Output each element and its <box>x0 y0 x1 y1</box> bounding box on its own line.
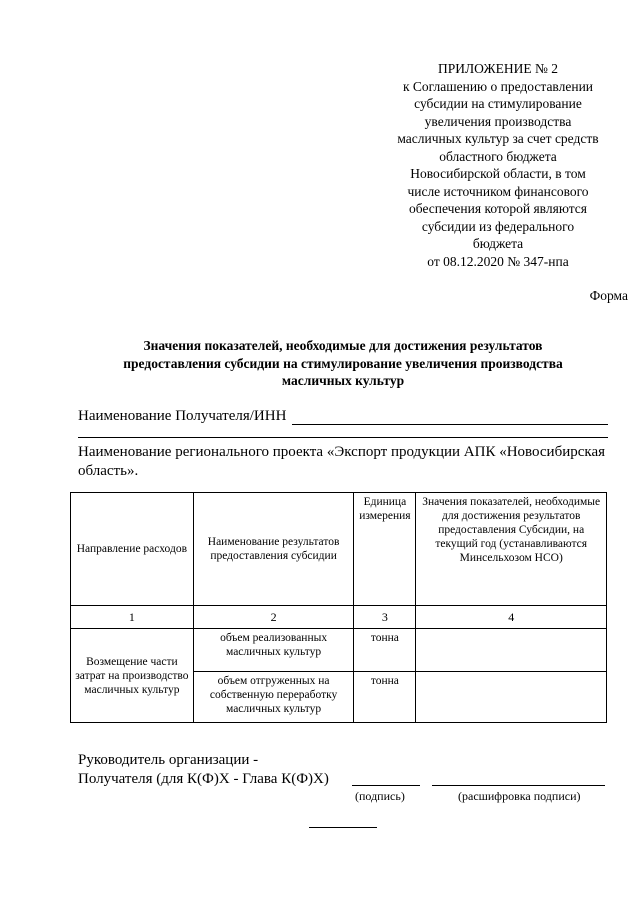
recipient-fill-line[interactable] <box>292 410 608 425</box>
appendix-line: к Соглашению о предоставлении <box>402 78 594 94</box>
appendix-line: ПРИЛОЖЕНИЕ № 2 <box>437 61 559 76</box>
appendix-line: областного бюджета <box>439 148 557 164</box>
appendix-line: субсидии на стимулирование <box>414 96 582 111</box>
signature-decoding-caption: (расшифровка подписи) <box>458 789 581 803</box>
table-header-row <box>71 493 607 606</box>
result-cell: объем отгруженных на собственную переработку масличных культур <box>193 672 354 723</box>
title-line: Значения показателей, необходимые для достижения результатов <box>143 338 543 353</box>
appendix-line: числе источником финансового <box>407 183 589 199</box>
date-line[interactable] <box>309 827 377 828</box>
appendix-line: бюджета <box>472 236 524 251</box>
header-result-name: Наименование результатов предоставления субсидии <box>193 493 354 606</box>
indicators-table <box>70 492 607 723</box>
recipient-row <box>78 408 608 425</box>
signature-caption: (подпись) <box>355 789 405 803</box>
signature-decoding-line[interactable] <box>432 785 605 786</box>
appendix-line: масличных культур за счет средств <box>397 131 599 146</box>
unit-cell: тонна <box>354 672 416 723</box>
header-unit: Единица измерения <box>354 493 416 606</box>
table-number-row <box>71 606 607 629</box>
appendix-line: увеличения производства <box>424 113 572 129</box>
signature-line[interactable] <box>352 785 420 786</box>
recipient-continuation-line[interactable] <box>78 437 608 438</box>
title-line: предоставления субсидии на стимулирование увеличения производства <box>123 355 563 371</box>
appendix-line: Новосибирской области, в том <box>410 166 586 181</box>
header-direction: Направление расходов <box>71 493 194 606</box>
signature-label <box>78 751 329 789</box>
title-line: масличных культур <box>281 373 405 388</box>
form-label: Форма <box>589 288 628 303</box>
appendix-line: обеспечения которой являются <box>409 201 587 216</box>
column-number: 3 <box>354 606 416 629</box>
header-indicator-values: Значения показателей, необходимые для достижения результатов предоставления Субсидии, на текущий год (устанавливаются Минсельхозом НСО) <box>416 493 607 606</box>
signature-label-line: Руководитель организации - <box>78 752 259 768</box>
column-number: 4 <box>416 606 607 629</box>
regional-project-text: Наименование регионального проекта «Экспорт продукции АПК «Новосибирская область». <box>78 444 606 479</box>
table-row <box>71 629 607 672</box>
document-title <box>78 337 608 390</box>
result-cell: объем реализованных масличных культур <box>193 629 354 672</box>
signature-label-line: Получателя (для К(Ф)Х - Глава К(Ф)Х) <box>78 771 329 787</box>
unit-cell: тонна <box>354 629 416 672</box>
value-cell[interactable] <box>416 672 607 723</box>
column-number: 2 <box>193 606 354 629</box>
recipient-label: Наименование Получателя/ИНН <box>78 408 287 424</box>
appendix-block <box>368 60 628 270</box>
value-cell[interactable] <box>416 629 607 672</box>
column-number: 1 <box>71 606 194 629</box>
appendix-line: от 08.12.2020 № 347-нпа <box>427 253 569 269</box>
direction-cell: Возмещение части затрат на производство масличных культур <box>71 629 194 723</box>
appendix-line: субсидии из федерального <box>421 218 575 234</box>
